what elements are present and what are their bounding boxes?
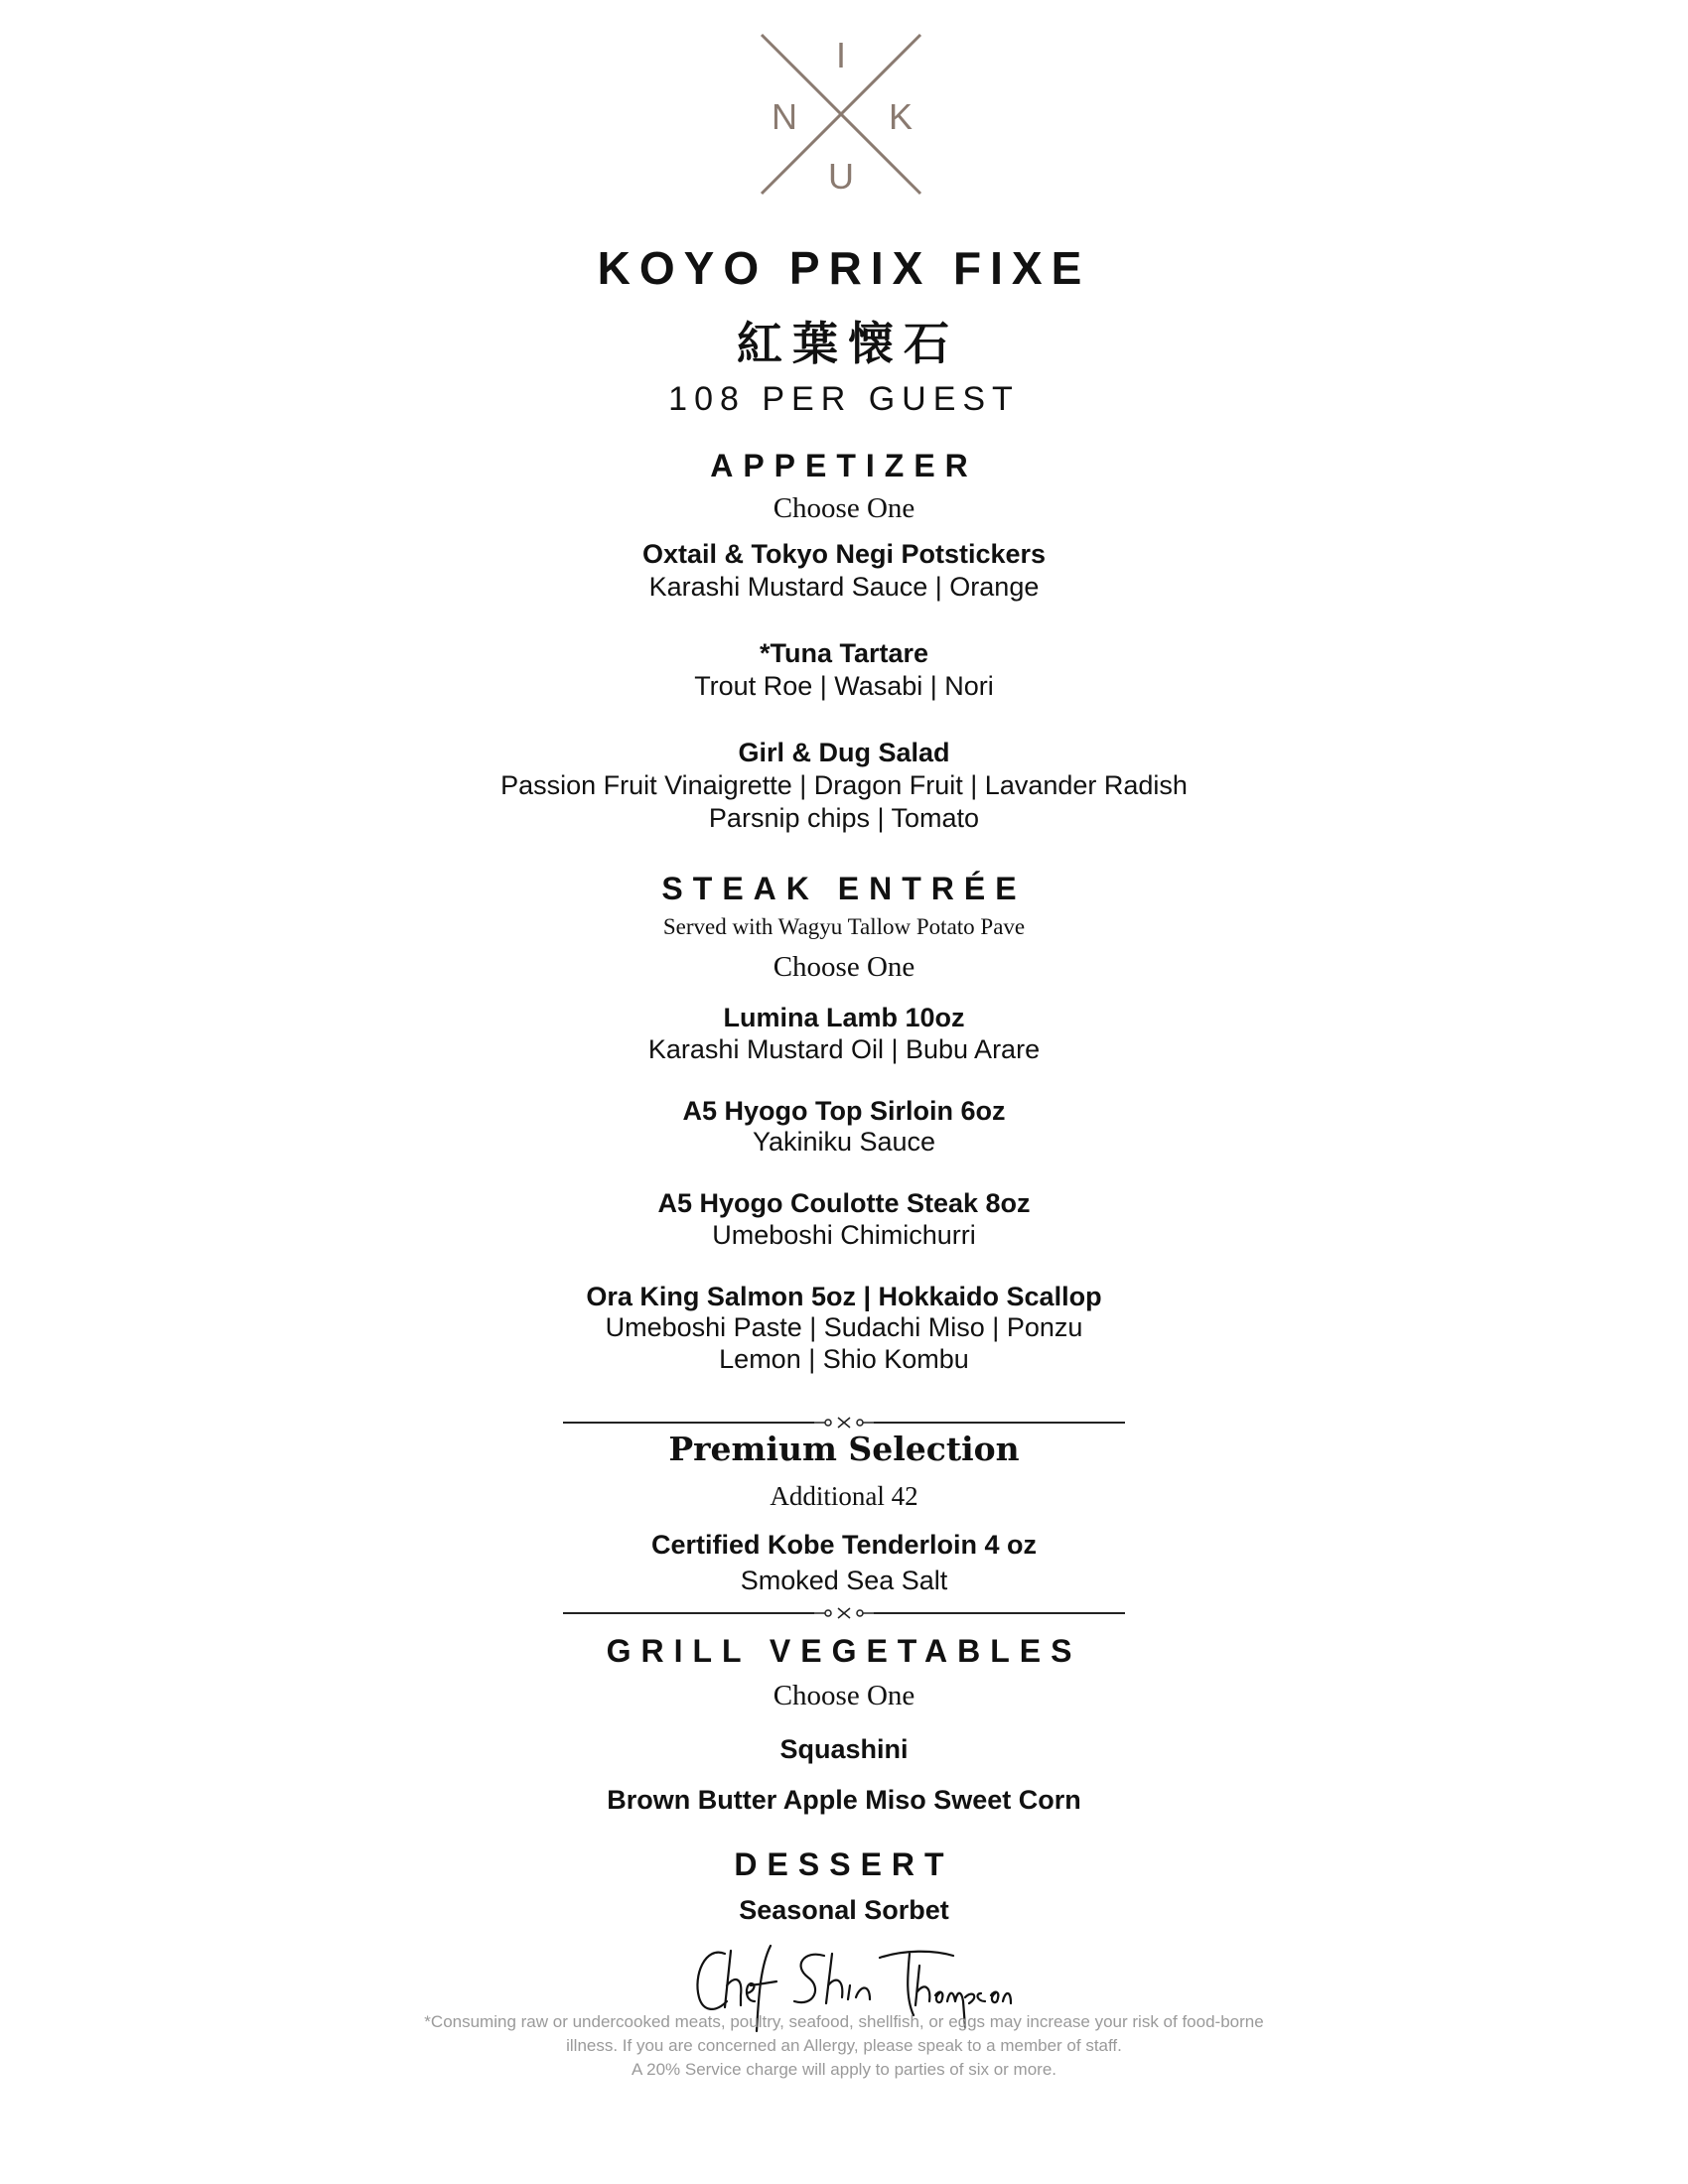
ornament-icon	[814, 1415, 874, 1431]
menu-price: 108 PER GUEST	[668, 380, 1020, 418]
vegetables-item: Squashini	[779, 1734, 909, 1764]
appetizer-item-desc: Parsnip chips | Tomato	[708, 803, 980, 833]
vegetables-choose: Choose One	[773, 1680, 915, 1711]
entree-item-name: Lumina Lamb 10oz	[723, 1003, 965, 1032]
menu-kanji-title: 紅葉懐石	[737, 317, 959, 370]
premium-item-name: Certified Kobe Tenderloin 4 oz	[650, 1530, 1038, 1560]
entree-served-note: Served with Wagyu Tallow Potato Pave	[662, 914, 1026, 939]
niku-cross-logo-icon	[757, 30, 925, 199]
premium-additional-price: Additional 42	[770, 1481, 918, 1511]
premium-heading: Premium Selection	[668, 1430, 1020, 1468]
appetizer-item-desc: Karashi Mustard Sauce | Orange	[648, 572, 1040, 602]
appetizer-item-name: *Tuna Tartare	[759, 638, 929, 668]
entree-item-name: A5 Hyogo Coulotte Steak 8oz	[657, 1188, 1031, 1218]
entree-item-desc: Lemon | Shio Kombu	[719, 1344, 969, 1374]
entree-item-name: Ora King Salmon 5oz | Hokkaido Scallop	[586, 1282, 1102, 1311]
vegetables-item: Brown Butter Apple Miso Sweet Corn	[607, 1785, 1081, 1815]
svg-text:Chef Shin Thompson: Chef Shin Thompson	[685, 1936, 694, 1937]
menu-title: KOYO PRIX FIXE	[597, 242, 1091, 294]
entree-item-desc: Yakiniku Sauce	[752, 1127, 936, 1157]
entree-item-desc: Umeboshi Chimichurri	[712, 1220, 976, 1250]
logo-letter-u: U	[828, 156, 854, 197]
logo-letter-i: I	[835, 35, 847, 75]
entree-item-desc: Umeboshi Paste | Sudachi Miso | Ponzu	[605, 1312, 1083, 1342]
vegetables-heading: GRILL VEGETABLES	[606, 1633, 1082, 1669]
premium-item-desc: Smoked Sea Salt	[740, 1566, 948, 1595]
appetizer-heading: APPETIZER	[710, 448, 978, 483]
appetizer-item-desc: Trout Roe | Wasabi | Nori	[694, 671, 994, 701]
entree-heading: STEAK ENTRÉE	[661, 871, 1027, 906]
entree-choose: Choose One	[773, 951, 915, 983]
appetizer-choose: Choose One	[773, 492, 915, 524]
appetizer-item-desc: Passion Fruit Vinaigrette | Dragon Fruit | Lavander Radish	[500, 770, 1188, 800]
dessert-heading: DESSERT	[734, 1846, 954, 1882]
appetizer-item-name: Oxtail & Tokyo Negi Potstickers	[641, 539, 1047, 569]
logo-letter-n: N	[772, 96, 797, 137]
logo-letter-k: K	[888, 96, 914, 137]
appetizer-item-name: Girl & Dug Salad	[738, 738, 950, 767]
footer-service-charge: A 20% Service charge will apply to parties of six or more.	[631, 2060, 1057, 2079]
entree-item-name: A5 Hyogo Top Sirloin 6oz	[682, 1096, 1006, 1126]
footer-disclaimer-line: *Consuming raw or undercooked meats, poultry, seafood, shellfish, or eggs may increase your risk of food-borne	[424, 2012, 1264, 2031]
footer-disclaimer-line: illness. If you are concerned an Allergy, please speak to a member of staff.	[566, 2036, 1122, 2055]
entree-item-desc: Karashi Mustard Oil | Bubu Arare	[647, 1034, 1041, 1064]
dessert-item: Seasonal Sorbet	[739, 1895, 949, 1925]
ornament-icon	[814, 1605, 874, 1621]
